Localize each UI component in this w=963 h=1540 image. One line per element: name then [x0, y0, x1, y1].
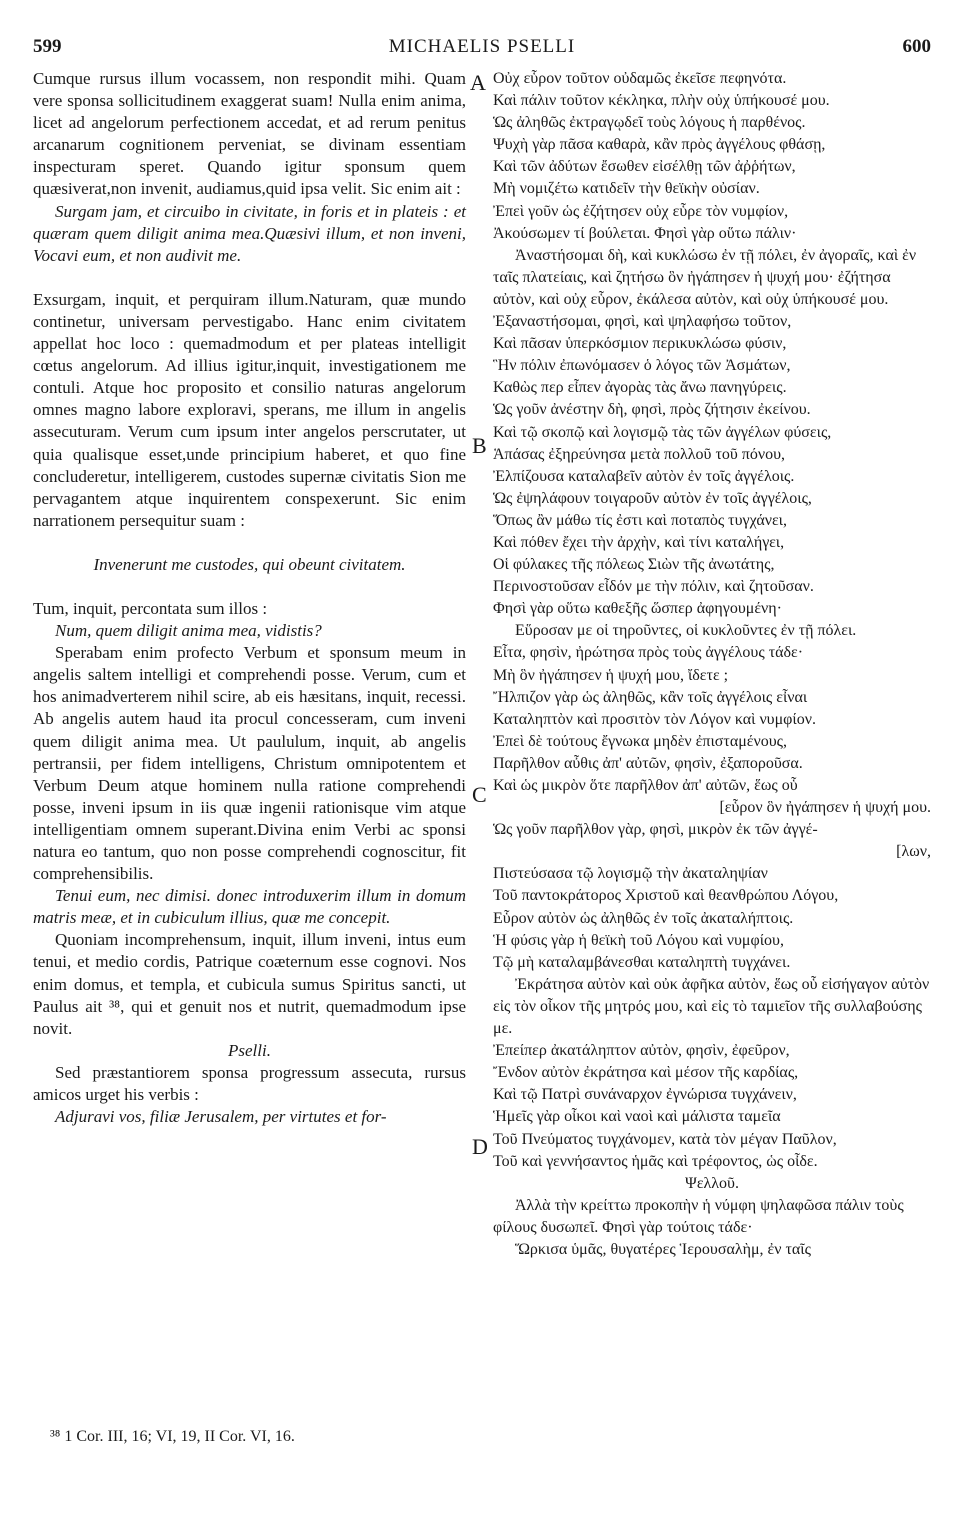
greek-paragraph: Εὗρον αὐτὸν ὡς ἀληθῶς ἐν τοῖς ἀκαταλήπτοις. [493, 909, 794, 927]
greek-paragraph: Τῷ μὴ καταλαμβάνεσθαι καταληπτὴ τυγχάνει. [493, 953, 791, 971]
greek-paragraph: Ὡς γοῦν ἀνέστην δὴ, φησὶ, πρὸς ζήτησιν ἐκείνου. [493, 401, 811, 419]
greek-paragraph: Μὴ ὃν ἠγάπησεν ἡ ψυχή μου, ἴδετε ; [493, 666, 729, 684]
greek-paragraph: Ἀλλὰ τὴν κρείττω προκοπὴν ἡ νύμφη ψηλαφῶσα πάλιν τοὺς φίλους δυσωπεῖ. Φησὶ γὰρ τούτοις τάδε· [493, 1196, 904, 1236]
latin-paragraph: Invenerunt me custodes, qui obeunt civitatem. [93, 554, 406, 574]
greek-paragraph: Καὶ πᾶσαν ὑπερκόσμιον περικυκλώσω φύσιν, [493, 335, 787, 353]
greek-paragraph: Ἐλπίζουσα καταλαβεῖν αὐτὸν ἐν τοῖς ἀγγέλοις. [493, 467, 795, 485]
latin-paragraph: Surgam jam, et circuibo in civitate, in foris et in plateis : et quæram quem diligit anima mea.Quæsivi illum, et non inveni, Vocavi eum, et non audivit me. [33, 201, 466, 265]
greek-paragraph: Ἔνδον αὐτὸν ἐκράτησα καὶ μέσον τῆς καρδίας, [493, 1064, 799, 1082]
greek-paragraph: Τοῦ καὶ γεννήσαντος ἡμᾶς καὶ τρέφοντος, ὡς οἶδε. [493, 1152, 818, 1170]
greek-paragraph: Μὴ νομιζέτω κατιδεῖν τὴν θεϊκὴν οὐσίαν. [493, 180, 760, 198]
greek-paragraph: Ὡς ἐψηλάφουν τοιγαροῦν αὐτὸν ἐν τοῖς ἀγγέλοις, [493, 489, 812, 507]
latin-paragraph: Sperabam enim profecto Verbum et sponsum meum in angelis saltem intelligi et comprehendi posse. Verum, cum et hos animadverterem nihil scire, ab eis hæsitans, inquit, recessi. Ab angelis autem haud ita procul concesseram, cum inveni quem diligit anima mea. Ut paululum, inquit, ab angelis pertransii, per fidem intelligens, Christum omnipotentem et Verbum Deum atque hominem nulla ratione comprehendi posse, inveni ipsum in iis quæ ingenii rationisque vim atque intelligentiam omnem superant.Divina enim Verbi ac sponsi natura eo tantum, quo non posse comprehendi cognoscitur, fit comprehensibilis. [33, 643, 466, 884]
greek-paragraph: Ἣν πόλιν ἐπωνόμασεν ὁ λόγος τῶν Ἀσμάτων, [493, 357, 791, 375]
latin-paragraph: Exsurgam, inquit, et perquiram illum.Naturam, quæ mundo continetur, universam pervestigabo. Hanc enim civitatem appellat hoc loco : quemadmodum et per plateas intelligit cœtus angelorum. Ad illius igitur,inquit, investigationem me contuli. Atque hoc proposito et consilio naturas angelorum omnes magno labore exploravi, sperans, me illum in angelis assecuturam. Verum cum ipsum inter angelos perscrutater, ut quia qualisque esset,unde principium haberet, et quo fine concluderetur, intelligerem, custodes supernæ civitatis Sion me pervagantem atque inquirentem conspexerunt. Sic enim narrationem persequitur suam : [33, 289, 466, 530]
section-marker-d: D [472, 1134, 488, 1159]
greek-paragraph: Καὶ ὡς μικρὸν ὅτε παρῆλθον ἀπ' αὐτῶν, ἕως οὗ [493, 777, 798, 794]
section-marker-b: B [472, 433, 487, 458]
greek-paragraph: Ἐξαναστήσομαι, φησὶ, καὶ ψηλαφήσω τοῦτον, [493, 313, 792, 331]
latin-paragraph: Tum, inquit, percontata sum illos : [33, 598, 268, 618]
greek-paragraph: Ἐπεὶ γοῦν ὡς ἐζήτησεν οὐχ εὗρε τὸν νυμφίον, [493, 202, 789, 220]
greek-paragraph: Ψελλοῦ. [685, 1174, 739, 1192]
latin-paragraph: Cumque rursus illum vocassem, non respondit mihi. Quam vere sponsa sollicitudinem exaggerat suam! Nulla enim anima, licet ad angelorum perfectionem accedat, et ad rerum penitus arcanarum cognitionem perveniat, se divinam essentiam inspecturam speret. Quando igitur sponsum quem quæsiverat,non invenit, audiamus,quid ipsa velit. Sic enim ait : [33, 69, 466, 199]
greek-paragraph: [εὗρον ὃν ἠγάπησεν ἡ ψυχή μου. [719, 799, 931, 817]
latin-paragraph: Quoniam incomprehensum, inquit, illum inveni, intus eum tenui, et medio cordis, Patrique coæternum esse cognovi. Nos enim domus, et templa, et cubicula sumus Spiritus sancti, ut Paulus ait ³⁸, qui et genuit nos et nutrit, quemadmodum ipse novit. [33, 930, 466, 1038]
greek-paragraph: Παρῆλθον αὖθις ἀπ' αὐτῶν, φησὶν, ἐξαποροῦσα. [493, 754, 803, 772]
greek-paragraph: Ὡς ἀληθῶς ἐκτραγῳδεῖ τοὺς λόγους ἡ παρθένος. [493, 114, 806, 132]
latin-paragraph: Pselli. [228, 1040, 271, 1060]
latin-paragraph: Num, quem diligit anima mea, vidistis? [55, 621, 322, 641]
greek-paragraph: Καθὼς περ εἶπεν ἀγορὰς τὰς ἄνω πανηγύρεις. [493, 379, 787, 397]
greek-paragraph: [λων, [896, 843, 931, 861]
greek-paragraph: Καὶ τῷ Πατρὶ συνάναρχον ἐγνώρισα τυγχάνειν, [493, 1086, 797, 1104]
greek-paragraph: Καὶ τῶν ἀδύτων ἔσωθεν εἰσέλθῃ τῶν ἀῤῥήτων, [493, 158, 796, 176]
section-marker-c: C [472, 782, 487, 807]
latin-paragraph [33, 267, 466, 289]
greek-paragraph: Καὶ πάλιν τοῦτον κέκληκα, πλὴν οὐχ ὑπήκουσέ μου. [493, 92, 830, 110]
greek-paragraph: Τοῦ παντοκράτορος Χριστοῦ καὶ θεανθρώπου Λόγου, [493, 887, 839, 905]
greek-paragraph: Εἶτα, φησὶν, ἠρώτησα πρὸς τοὺς ἀγγέλους τάδε· [493, 644, 804, 662]
running-title: MICHAELIS PSELLI [388, 36, 576, 57]
latin-paragraph [33, 532, 466, 554]
greek-paragraph: Φησὶ γὰρ οὕτω καθεξῆς ὥσπερ ἀφηγουμένη· [493, 600, 782, 618]
greek-paragraph: Εὕροσαν με οἱ τηροῦντες, οἱ κυκλοῦντες ἐν τῇ πόλει. [515, 622, 857, 640]
greek-paragraph: Ἡ φύσις γὰρ ἡ θεϊκὴ τοῦ Λόγου καὶ νυμφίου, [493, 931, 784, 949]
greek-paragraph: Ἤλπιζον γὰρ ὡς ἀληθῶς, κἂν τοῖς ἀγγέλοις εἶναι [493, 688, 808, 706]
greek-column [493, 68, 931, 1261]
greek-paragraph: Οἱ φύλακες τῆς πόλεως Σιὼν τῆς ἀνωτάτης, [493, 556, 775, 574]
greek-paragraph: Ὡς γοῦν παρῆλθον γὰρ, φησὶ, μικρὸν ἐκ τῶν ἀγγέ- [493, 821, 818, 839]
footnote: ³⁸ 1 Cor. III, 16; VI, 19, II Cor. VI, 16. [50, 1428, 295, 1445]
latin-column [33, 68, 466, 1128]
page-number-right: 600 [902, 36, 931, 57]
greek-paragraph: Καὶ τῷ σκοπῷ καὶ λογισμῷ τὰς τῶν ἀγγέλων φύσεις, [493, 423, 832, 441]
running-header [33, 36, 931, 64]
page-number-left: 599 [33, 36, 62, 57]
greek-paragraph: Ἐπείπερ ἀκατάληπτον αὐτὸν, φησὶν, ἐφεῦρον, [493, 1042, 790, 1060]
latin-paragraph: Adjuravi vos, filiæ Jerusalem, per virtutes et for- [55, 1107, 387, 1127]
section-marker-a: A [470, 70, 486, 95]
latin-paragraph: Sed præstantiorem sponsa progressum assecuta, rursus amicos urget his verbis : [33, 1062, 466, 1105]
greek-paragraph: Ἐπεὶ δὲ τούτους ἔγνωκα μηδὲν ἐπισταμένους, [493, 732, 787, 750]
latin-paragraph: Tenui eum, nec dimisi. donec introduxerim illum in domum matris meæ, et in cubiculum illius, quæ me concepit. [33, 886, 466, 928]
greek-paragraph: Ἐκράτησα αὐτὸν καὶ οὐκ ἀφῆκα αὐτὸν, ἕως οὗ εἰσήγαγον αὐτὸν εἰς τὸν οἶκον τῆς μητρός μου, καὶ εἰς τὸ ταμιεῖον τῆς συλλαβούσης με. [493, 975, 930, 1038]
greek-paragraph: Καὶ πόθεν ἔχει τὴν ἀρχὴν, καὶ τίνι καταλήγει, [493, 533, 785, 551]
latin-paragraph [33, 576, 466, 598]
greek-paragraph: Τοῦ Πνεύματος τυγχάνομεν, κατὰ τὸν μέγαν Παῦλον, [493, 1130, 837, 1148]
greek-paragraph: Ἀκούσωμεν τί βούλεται. Φησὶ γὰρ οὕτω πάλιν· [493, 224, 797, 242]
greek-paragraph: Οὐχ εὗρον τοῦτον οὐδαμῶς ἐκεῖσε πεφηνότα. [493, 70, 787, 87]
greek-paragraph: Καταληπτὸν καὶ προσιτὸν τὸν Λόγον καὶ νυμφίον. [493, 710, 816, 728]
greek-paragraph: Ἡμεῖς γὰρ οἶκοι καὶ ναοὶ καὶ μάλιστα ταμεῖα [493, 1108, 781, 1126]
greek-paragraph: Ὥρκισα ὑμᾶς, θυγατέρες Ἱερουσαλὴμ, ἐν ταῖς [515, 1240, 811, 1258]
greek-paragraph: Ὅπως ἂν μάθω τίς ἐστι καὶ ποταπὸς τυγχάνει, [493, 511, 787, 529]
greek-paragraph: Ἀναστήσομαι δὴ, καὶ κυκλώσω ἐν τῇ πόλει, ἐν ἀγοραῖς, καὶ ἐν ταῖς πλατείαις, καὶ ζητήσω ὃν ἠγάπησεν ἡ ψυχή μου· ἐζήτησα αὐτὸν, καὶ οὐχ εὗρον, ἐκάλεσα αὐτὸν, καὶ οὐχ ὑπήκουσέ μου. [493, 246, 917, 308]
greek-paragraph: Ἁπάσας ἐξηρεύνησα μετὰ πολλοῦ τοῦ πόνου, [493, 445, 786, 463]
greek-paragraph: Πιστεύσασα τῷ λογισμῷ τὴν ἀκαταληψίαν [493, 865, 768, 883]
greek-paragraph: Περινοστοῦσαν εἶδόν με τὴν πόλιν, καὶ ζητοῦσαν. [493, 578, 814, 596]
greek-paragraph: Ψυχὴ γὰρ πᾶσα καθαρὰ, κἂν πρὸς ἀγγέλους φθάσῃ, [493, 136, 826, 154]
